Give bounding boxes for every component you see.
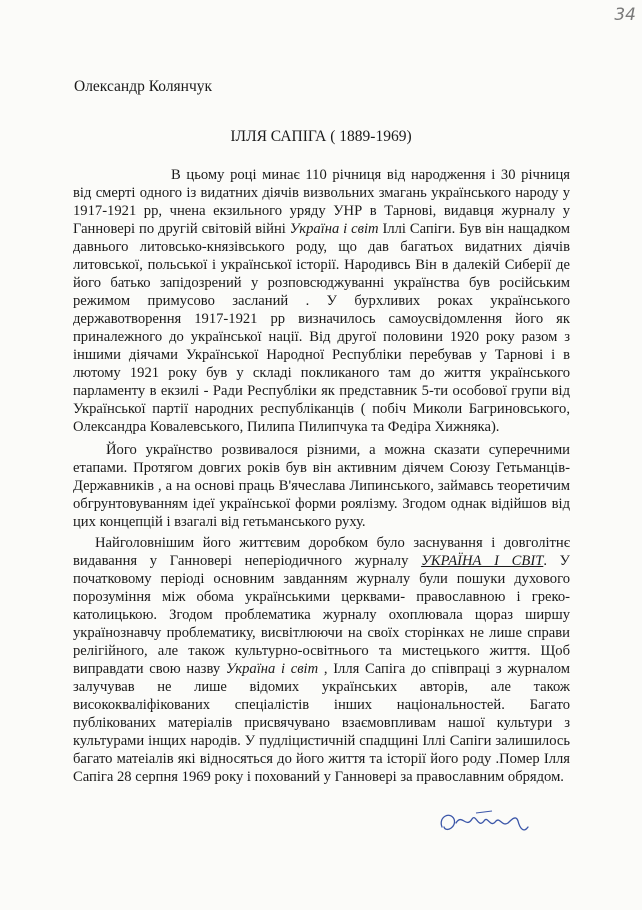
article-body [73,166,570,786]
paragraph-1-part-1: В цьому році минає 110 річниця від народження і 30 річниця від смерті одного із видатних діячів визвольних змагань українського народу у 1917-1921 рр, чнена екзильного уряду УНР в Тарнові, видавця журналу у Ганновері по другій світовій війні [73,167,570,237]
paragraph-2 [73,441,570,531]
article-title: ІЛЛЯ САПІГА ( 1889-1969) [230,128,412,145]
journal-title-inline: Україна і світ [289,221,379,237]
journal-title-inline-2: Україна і світ [225,661,319,677]
paragraph-3 [73,534,570,786]
signature [436,803,536,843]
journal-title-caps: УКРАЇНА І СВІТ [421,553,544,569]
paragraph-3-part-5: , Ілля Сапіга до співпраці з журналом залучував не лише відомих українських авторів, але також висококваліфікованих спеціалістів інших національностей. Багато публікованих матеріалів присвячувано взаємовпливам нашої культури з культурами інщих народів. У пудліцистичній спадщині Іллі Сапіги залишилось багато матеіалів які відносяться до його життя та історії його роду .Помер Ілля Сапіга 28 серпня 1969 року і похований у Ганновері за православним обрядом. [73,661,570,785]
author-name: Олександр Колянчук [74,78,213,95]
paragraph-3-part-1: Найголовнішим його життєвим доробком було заснування і довголітнє видавання у Ганновері неперіодичного журналу [73,535,570,569]
page-number: 34 [614,5,636,25]
paragraph-1 [73,166,570,436]
paragraph-3-part-3: . У початковому періоді основним завданням журналу були пошуки духового порозуміння між обома українськими церквами- православною і греко-католицькою. Згодом проблематика журналу охоплювала щораз ширшу українознавчу проблематику, висвітлюючи на своїх сторінках не лише справи релігійного, але також культурно-освітнього та мистецького життя. Щоб виправдати свою назву [73,553,570,677]
paragraph-2-part-1: Його українство розвивалося різними, а можна сказати суперечними етапами. Протягом довгих років був він активним діячем Союзу Гетьманців-Державників , а на основі праць В'ячеслава Липинського, займавсь теоретичим обгрунтовуванням ідеї української форми роялізму. Згодом однак відійшов від цих концепцій і взагалі від гетьманського руху. [73,442,570,530]
paragraph-1-part-3: Іллі Сапіги. Був він нащадком давнього литовсько-князівського роду, що дав багатьох видатних діячів литовської, польської і української історії. Народивсь Він в далекій Сиберії де його батько запідозрений у розповсюджуванні українства був російським режимом примусово засланий . У бурхливих роках українського державотворення 1917-1921 рр визначилось самоусвідомлення його як приналежного до української нації. Від другої половини 1920 року разом з іншими діячами Української Народної Республіки перебував у Тарнові і в лютому 1921 року був у складі покликаного там до життя українського парламенту в екзилі - Ради Республіки як представник 5-ти особової групи від Української партії народних республіканців ( побіч Миколи Багриновського, Олександра Ковалевського, Пилипа Пилипчука та Федіра Хижняка). [73,221,570,435]
